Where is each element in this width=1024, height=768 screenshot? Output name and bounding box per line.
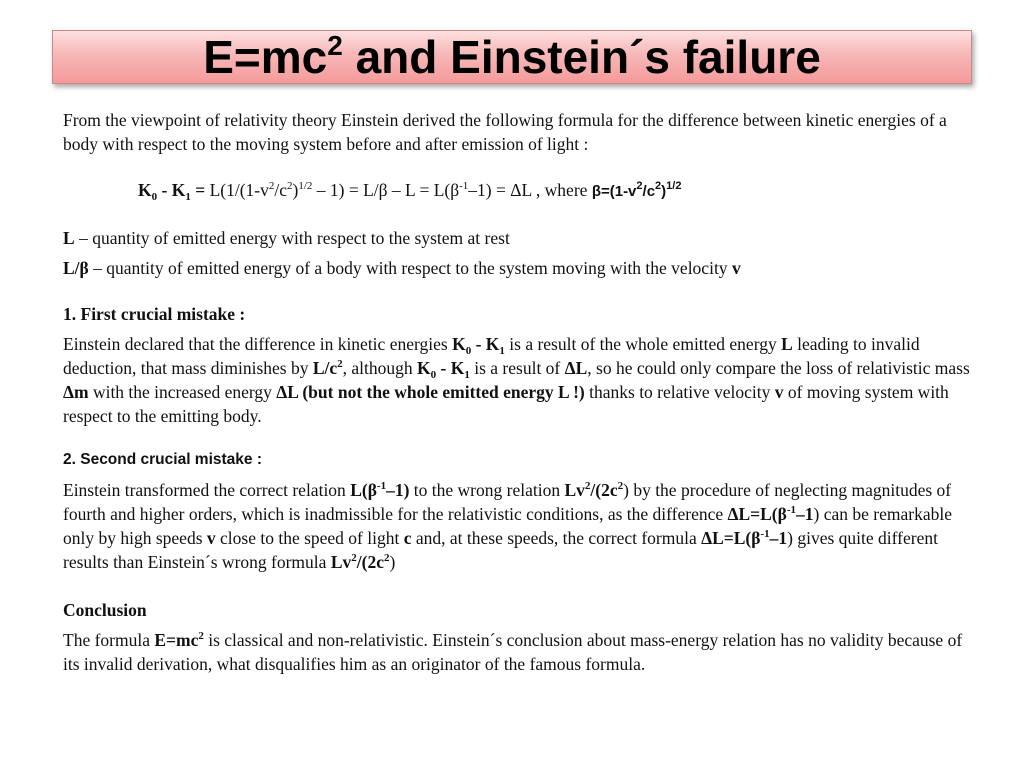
- formula-k0: K: [138, 180, 152, 200]
- formula-part: ): [292, 180, 299, 200]
- text-run: close to the speed of light: [215, 528, 404, 548]
- text-run: , although: [342, 358, 418, 378]
- formula-sup: 2: [268, 180, 275, 192]
- section1-paragraph: [63, 332, 973, 428]
- text-bold: c: [403, 528, 412, 548]
- beta-sup: 1/2: [666, 180, 682, 192]
- definition-text: – quantity of emitted energy of a body with respect to the system moving with the velocity: [88, 258, 732, 278]
- title-superscript: 2: [327, 30, 343, 61]
- formula-sup: -1: [459, 180, 469, 192]
- text-run: E=mc: [154, 630, 199, 650]
- text-sup: -1: [376, 480, 387, 492]
- definition-l-beta: [63, 256, 973, 280]
- text-run: K: [450, 358, 465, 378]
- text-sup: 2: [617, 480, 624, 492]
- text-run: ) can be remarkable only by high speeds: [63, 504, 952, 548]
- formula-sup: 1/2: [298, 180, 313, 192]
- text-run: ): [623, 480, 629, 500]
- text-run: Lv: [564, 480, 585, 500]
- formula-eq: =: [190, 180, 210, 200]
- text-run: ΔL=L(β: [701, 528, 761, 548]
- text-run: Einstein transformed the correct relation: [63, 480, 351, 500]
- definition-v: v: [731, 258, 741, 278]
- intro-paragraph: From the viewpoint of relativity theory Einstein derived the following formula for the difference between kinetic energies of a body with respect to the moving system before and after emission of light :: [63, 110, 947, 154]
- text-sup: -1: [760, 528, 770, 540]
- text-bold: v: [206, 528, 216, 548]
- text-sub: 0: [465, 345, 472, 357]
- text-run: by the procedure of neglecting magnitudes of fourth and higher orders, which is inadmissible for the relativistic conditions, as the difference: [63, 480, 952, 524]
- text-run: Lv: [330, 552, 352, 572]
- slide-body: [63, 108, 973, 676]
- title-text-rest: and Einstein´s failure: [342, 31, 821, 83]
- formula-sup: 2: [287, 180, 293, 192]
- text-sub: 1: [499, 345, 505, 357]
- text-sub: 0: [430, 369, 437, 381]
- text-bold: ΔL: [564, 358, 588, 378]
- text-run: /(2c: [356, 552, 384, 572]
- text-sup: 2: [351, 552, 357, 564]
- formula-part: –1) = ΔL: [468, 180, 532, 200]
- formula-k1-sub: 1: [185, 191, 191, 203]
- text-run: –1): [386, 480, 410, 500]
- text-run: –1: [796, 504, 814, 524]
- formula-where: , where: [531, 180, 592, 200]
- text-run: is classical and non-relativistic. Einstein´s conclusion about mass-energy relation has no validity because of its invalid derivation, what disqualifies him as an originator of the famous formula.: [63, 630, 963, 674]
- text-sup: -1: [786, 504, 797, 516]
- title-text: E=mc: [203, 31, 328, 83]
- text-sup: 2: [584, 480, 591, 492]
- text-run: K: [417, 358, 431, 378]
- beta-part: /c: [642, 183, 656, 200]
- definition-term: L: [63, 228, 75, 248]
- text-sub: 1: [464, 369, 470, 381]
- text-run: –1: [769, 528, 788, 548]
- text-bold: Δm: [63, 382, 89, 402]
- text-run: The formula: [63, 630, 155, 650]
- definition-term: L/β: [63, 258, 89, 278]
- beta-part: β=(1-v: [591, 183, 637, 200]
- text-run: -: [471, 334, 486, 354]
- formula-minus: -: [157, 180, 172, 200]
- text-run: leading to invalid deduction, that mass diminishes by: [63, 334, 920, 378]
- text-sup: 2: [337, 358, 343, 370]
- text-run: thanks to relative velocity: [584, 382, 775, 402]
- text-run: is a result of: [469, 358, 565, 378]
- conclusion-paragraph: [63, 628, 973, 676]
- slide-title: [203, 30, 821, 83]
- formula-k1: K: [171, 180, 186, 200]
- title-banner: [52, 30, 972, 84]
- definition-l: [63, 226, 973, 250]
- section2-paragraph: [63, 478, 973, 574]
- formula-k0-sub: 0: [151, 191, 158, 203]
- text-run: is a result of the whole emitted energy: [504, 334, 782, 354]
- text-run: L(β: [350, 480, 377, 500]
- section1-heading: 1. First crucial mistake :: [63, 304, 246, 324]
- text-run: to the wrong relation: [409, 480, 565, 500]
- text-bold: ΔL (but not the whole emitted energy L !): [276, 382, 585, 402]
- section2-heading: 2. Second crucial mistake :: [63, 451, 263, 468]
- text-sup: 2: [198, 630, 204, 642]
- text-run: ): [389, 552, 396, 572]
- text-run: ΔL=L(β: [727, 504, 787, 524]
- text-run: L/c: [312, 358, 338, 378]
- text-sup: 2: [383, 552, 390, 564]
- beta-part: ): [661, 183, 667, 200]
- definition-text: – quantity of emitted energy with respect to the system at rest: [74, 228, 510, 248]
- text-run: K: [452, 334, 466, 354]
- beta-sup: 2: [655, 180, 662, 192]
- conclusion-heading: Conclusion: [63, 600, 147, 620]
- text-run: and, at these speeds, the correct formula: [411, 528, 702, 548]
- main-formula: [63, 178, 973, 204]
- formula-part: – 1) = L/β – L = L(β: [312, 180, 460, 200]
- text-bold: v: [774, 382, 784, 402]
- text-run: of moving system with respect to the emitting body.: [63, 382, 949, 426]
- text-run: with the increased energy: [88, 382, 277, 402]
- beta-sup: 2: [636, 180, 643, 192]
- text-run: /(2c: [590, 480, 618, 500]
- formula-part: /c: [274, 180, 287, 200]
- text-run: , so he could only compare the loss of relativistic mass: [587, 358, 970, 378]
- text-run: K: [485, 334, 500, 354]
- beta-definition: [591, 180, 682, 200]
- text-bold: L: [781, 334, 793, 354]
- text-run: -: [436, 358, 451, 378]
- formula-part: L(1/(1-v: [209, 180, 269, 200]
- text-run: ) gives quite different results than Einstein´s wrong formula: [63, 528, 938, 572]
- text-run: Einstein declared that the difference in kinetic energies: [63, 334, 453, 354]
